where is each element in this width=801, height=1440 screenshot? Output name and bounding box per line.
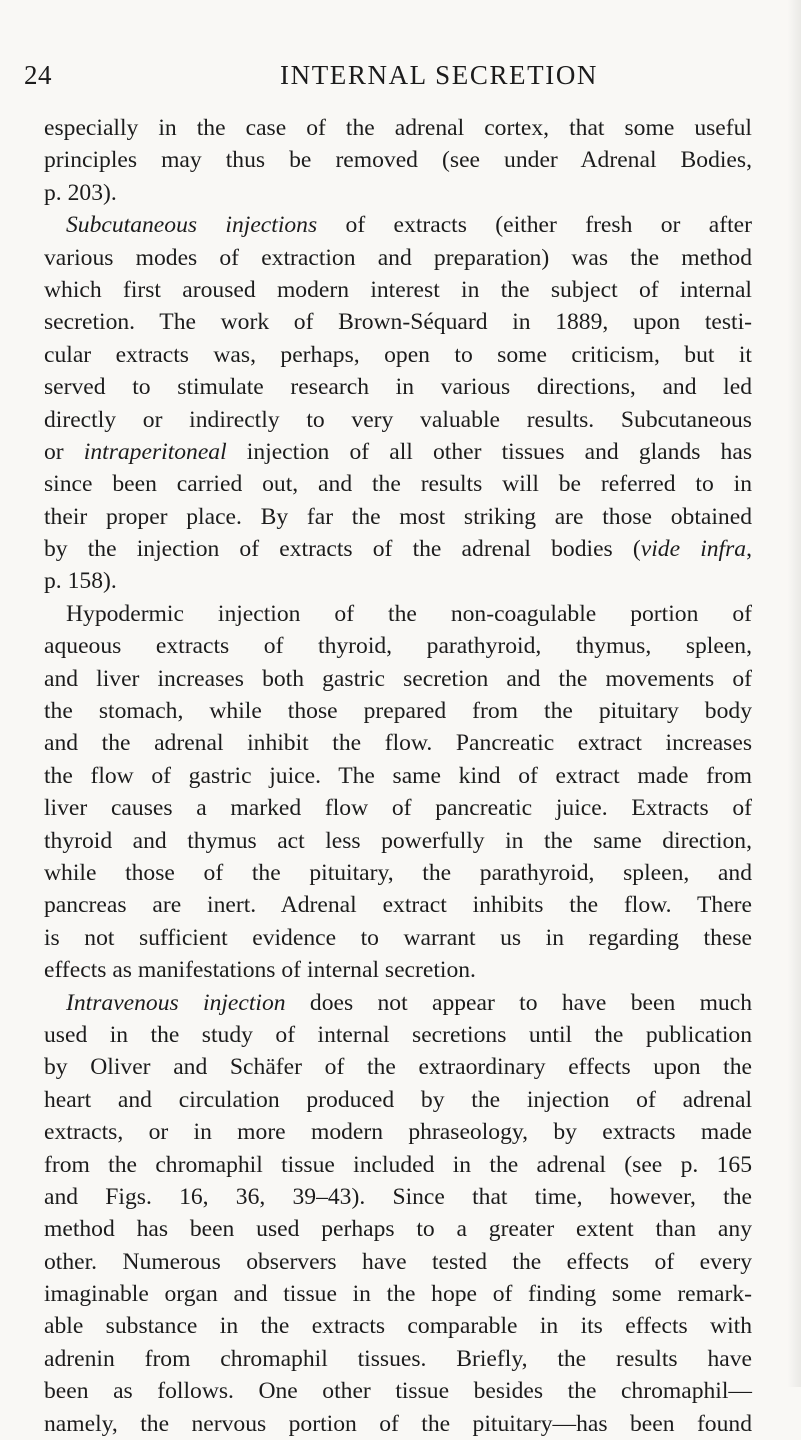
text-line [44,306,752,338]
text-line [44,987,752,1019]
text-run: of extracts (either fresh or after [317,212,752,239]
text-line [44,1310,752,1342]
text-run: from the chromaphil tissue included in the adrenal (see p. 165 [44,1151,752,1178]
text-line [44,1375,752,1407]
text-run: their proper place. By far the most striking are those obtained [44,503,752,530]
text-line [44,274,752,306]
text-line [44,112,752,144]
text-run: liver causes a marked flow of pancreatic juice. Extracts of [44,795,752,822]
text-run: able substance in the extracts comparable in its effects with [44,1313,752,1340]
text-run: by Oliver and Schäfer of the extraordinary effects upon the [44,1054,752,1081]
text-line [44,436,752,468]
text-run: by the injection of extracts of the adrenal bodies ( [44,536,641,563]
text-run: is not sufficient evidence to warrant us in regarding these [44,924,752,951]
body-text [44,112,752,1440]
text-line [44,1181,752,1213]
text-run: , [746,536,752,563]
text-line [44,792,752,824]
text-run: and Figs. 16, 36, 39–43). Since that time, however, the [44,1183,752,1210]
text-run: the stomach, while those prepared from the pituitary body [44,698,752,725]
text-run: thyroid and thymus act less powerfully in the same direction, [44,827,752,854]
text-line [44,1278,752,1310]
text-line [44,468,752,500]
italic-text: Intravenous injection [66,989,286,1016]
text-line [44,727,752,759]
italic-text: vide infra [640,536,747,563]
text-line [44,501,752,533]
text-run: which first aroused modern interest in the subject of internal [44,276,752,303]
text-run: aqueous extracts of thyroid, parathyroid, thymus, spleen, [44,633,752,660]
page-edge-shadow [787,0,801,1387]
text-run: or [44,438,84,465]
page-number: 24 [24,60,52,90]
text-run: and liver increases both gastric secretion and the movements of [44,665,752,692]
text-line [44,404,752,436]
text-line [44,598,752,630]
text-run: Hypodermic injection of the non-coagulable portion of [66,600,752,627]
italic-text: Subcutaneous injections [66,212,318,239]
text-run: principles may thus be removed (see under Adrenal Bodies, [44,147,752,174]
running-title: INTERNAL SECRETION [280,60,599,90]
text-line [44,565,752,597]
text-line [44,533,752,565]
text-line [44,1116,752,1148]
text-run: the flow of gastric juice. The same kind of extract made from [44,762,752,789]
text-run: p. 158). [44,568,117,595]
text-run: used in the study of internal secretions until the publication [44,1021,752,1048]
text-line [44,954,752,986]
text-run: adrenin from chromaphil tissues. Briefly, the results have [44,1345,752,1372]
text-line [44,857,752,889]
text-run: namely, the nervous portion of the pituitary—has been found [44,1410,752,1437]
text-line [44,1149,752,1181]
text-run: and the adrenal inhibit the flow. Pancreatic extract increases [44,730,752,757]
text-line [44,339,752,371]
text-line [44,695,752,727]
text-run: secretion. The work of Brown-Séquard in 1889, upon testi- [44,309,752,336]
text-run: heart and circulation produced by the injection of adrenal [44,1086,752,1113]
text-line [44,825,752,857]
text-run: been as follows. One other tissue besides the chromaphil— [44,1378,752,1405]
page-header [24,60,754,100]
text-line [44,177,752,209]
text-line [44,242,752,274]
text-line [44,1343,752,1375]
text-line [44,371,752,403]
text-run: imaginable organ and tissue in the hope of finding some remark- [44,1281,752,1308]
text-line [44,1408,752,1440]
text-line [44,1019,752,1051]
text-run: since been carried out, and the results will be referred to in [44,471,752,498]
text-line [44,1084,752,1116]
text-run: effects as manifestations of internal secretion. [44,957,476,984]
text-run: other. Numerous observers have tested the effects of every [44,1248,752,1275]
text-run: injection of all other tissues and glands has [226,438,753,465]
text-line [44,1213,752,1245]
text-line [44,1246,752,1278]
text-run: especially in the case of the adrenal cortex, that some useful [44,115,752,141]
text-run: various modes of extraction and preparation) was the method [44,244,752,271]
text-run: p. 203). [44,179,117,206]
text-run: directly or indirectly to very valuable results. Subcutaneous [44,406,752,433]
text-line [44,630,752,662]
text-run: cular extracts was, perhaps, open to some criticism, but it [44,341,752,368]
text-line [44,760,752,792]
text-run: extracts, or in more modern phraseology, by extracts made [44,1119,752,1146]
text-run: while those of the pituitary, the parathyroid, spleen, and [44,859,752,886]
italic-text: intraperitoneal [83,438,227,465]
text-line [44,144,752,176]
text-run: method has been used perhaps to a greater extent than any [44,1216,752,1243]
text-line [44,663,752,695]
text-run: does not appear to have been much [285,989,752,1016]
text-run: pancreas are inert. Adrenal extract inhibits the flow. There [44,892,752,919]
text-line [44,889,752,921]
text-run: served to stimulate research in various directions, and led [44,374,752,401]
text-line [44,1051,752,1083]
text-line [44,922,752,954]
text-line [44,209,752,241]
